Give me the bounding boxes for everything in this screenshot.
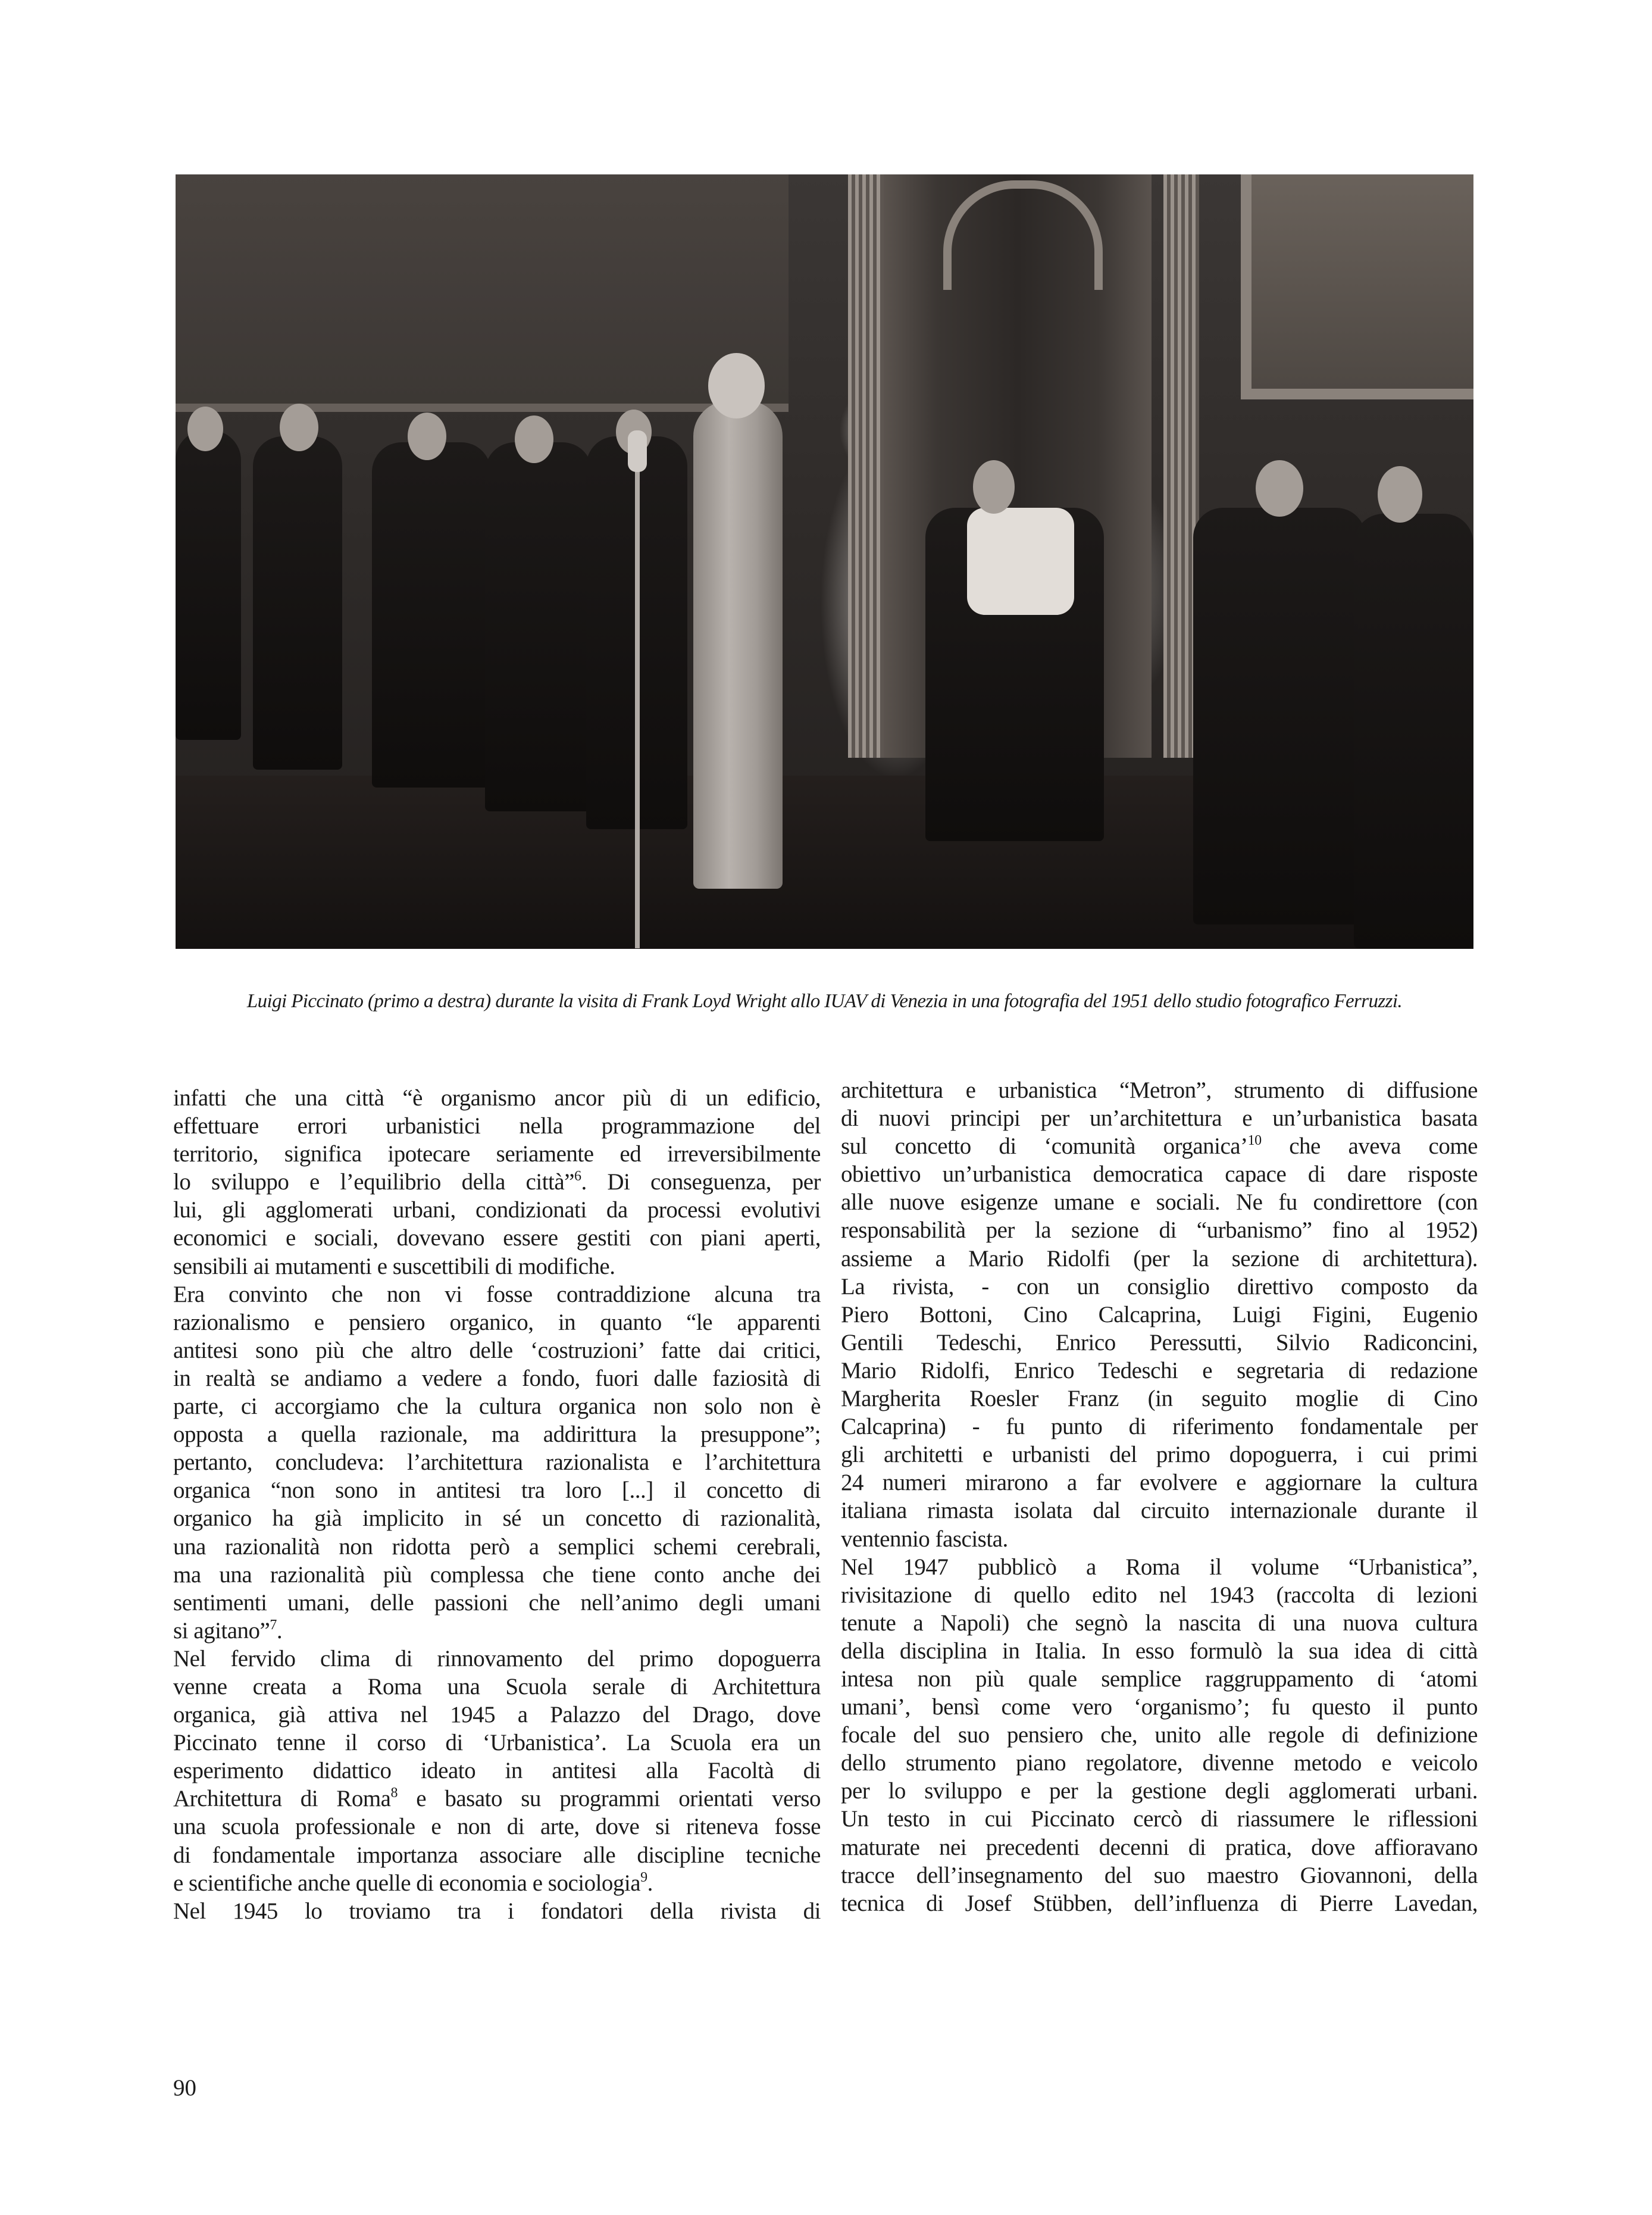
footnote-marker: 9 (640, 1869, 647, 1885)
face (1378, 466, 1422, 523)
text-line: architettura e urbanistica “Metron”, strumento di diffusione (841, 1077, 1478, 1103)
text-line: parte, ci accorgiamo che la cultura organica non solo non è (173, 1394, 821, 1420)
text-line: di fondamentale importanza associare alle discipline tecniche (173, 1842, 821, 1868)
text-line: maturate nei precedenti decenni di pratica, dove affioravano (841, 1834, 1478, 1860)
text-line: una scuola professionale e non di arte, dove si riteneva fosse (173, 1814, 821, 1840)
face (515, 415, 553, 463)
text-line: obiettivo un’urbanistica democratica capace di dare risposte (841, 1161, 1478, 1188)
text-line: organica, già attiva nel 1945 a Palazzo del Drago, dove (173, 1702, 821, 1728)
text-line: Nel 1945 lo troviamo tra i fondatori della rivista di (173, 1898, 821, 1924)
text-column-right (841, 1076, 1478, 1917)
footnote-marker: 7 (270, 1617, 277, 1633)
text-line: umani’, bensì come vero ‘organismo’; fu questo il punto (841, 1694, 1478, 1720)
page-number: 90 (173, 2075, 196, 2101)
text-line: La rivista, - con un consiglio direttivo composto da (841, 1273, 1478, 1299)
text-line: per lo sviluppo e per la gestione degli agglomerati urbani. (841, 1778, 1478, 1804)
text-line: infatti che una città “è organismo ancor più di un edificio, (173, 1085, 821, 1111)
text-line: sensibili ai mutamenti e suscettibili di modifiche. (173, 1253, 615, 1279)
text-line: Piero Bottoni, Cino Calcaprina, Luigi Figini, Eugenio (841, 1301, 1478, 1327)
microphone-stand (635, 460, 640, 948)
tapestry-right (1241, 174, 1473, 399)
text-column-left (173, 1084, 821, 1925)
text-line: Margherita Roesler Franz (in seguito moglie di Cino (841, 1386, 1478, 1412)
face (187, 407, 223, 451)
text-line: Calcaprina) - fu punto di riferimento fondamentale per (841, 1414, 1478, 1440)
text-line: lo sviluppo e l’equilibrio della città”$^6$. Di conseguenza, per (173, 1169, 821, 1195)
text-line: intesa non più quale semplice raggruppamento di ‘atomi (841, 1666, 1478, 1692)
text-line: Un testo in cui Piccinato cercò di riassumere le riflessioni (841, 1806, 1478, 1832)
text-line: Gentili Tedeschi, Enrico Peressutti, Silvio Radiconcini, (841, 1329, 1478, 1355)
text-line: ventennio fascista. (841, 1526, 1008, 1552)
face (280, 404, 318, 451)
figure-caption: Luigi Piccinato (primo a destra) durante la visita di Frank Loyd Wright allo IUAV di Venezia in una fotografia del 1951 dello studio fotografico Ferruzzi. (246, 991, 1403, 1012)
text-line: ma una razionalità più complessa che tiene conto anche dei (173, 1561, 821, 1588)
text-line: venne creata a Roma una Scuola serale di Architettura (173, 1673, 821, 1699)
text-line: 24 numeri mirarono a far evolvere e aggiornare la cultura (841, 1470, 1478, 1496)
text-line: opposta a quella razionale, ma addirittura la presuppone”; (173, 1422, 821, 1448)
tapestry-left (176, 174, 789, 412)
footnote-marker: 6 (574, 1169, 581, 1185)
text-line: Piccinato tenne il corso di ‘Urbanistica’. La Scuola era un (173, 1730, 821, 1756)
microphone-icon (628, 430, 647, 472)
text-line: antitesi sono più che altro delle ‘costruzioni’ fatte dai critici, (173, 1337, 821, 1363)
text-line: focale del suo pensiero che, unito alle regole di definizione (841, 1722, 1478, 1748)
text-line: della disciplina in Italia. In esso formulò la sua idea di città (841, 1638, 1478, 1664)
footnote-marker: 10 (1247, 1133, 1262, 1149)
text-line: economici e sociali, dovevano essere gestiti con piani aperti, (173, 1225, 821, 1251)
text-line: responsabilità per la sezione di “urbanismo” fino al 1952) (841, 1217, 1478, 1244)
text-line: in realtà se andiamo a vedere a fondo, fuori dalle faziosità di (173, 1365, 821, 1391)
text-line: Nel 1947 pubblicò a Roma il volume “Urbanistica”, (841, 1554, 1478, 1580)
speaker-head (708, 353, 765, 418)
text-line: Mario Ridolfi, Enrico Tedeschi e segretaria di redazione (841, 1357, 1478, 1383)
seated-figure (1193, 508, 1366, 924)
historical-photograph (176, 174, 1473, 949)
ermine-collar (967, 508, 1074, 615)
face (1256, 460, 1303, 517)
text-line: Nel fervido clima di rinnovamento del primo dopoguerra (173, 1645, 821, 1672)
text-line: pertanto, concludeva: l’architettura razionalista e l’architettura (173, 1449, 821, 1476)
text-line: si agitano”$^7$. (173, 1617, 283, 1644)
text-line: esperimento didattico ideato in antitesi alla Facoltà di (173, 1758, 821, 1784)
text-line: territorio, significa ipotecare seriamente ed irreversibilmente (173, 1141, 821, 1167)
text-line: italiana rimasta isolata dal circuito internazionale durante il (841, 1498, 1478, 1524)
text-line: di nuovi principi per un’architettura e un’urbanistica basata (841, 1105, 1478, 1132)
footnote-marker: 8 (390, 1785, 398, 1801)
pillar-left (848, 174, 884, 758)
face (973, 460, 1015, 514)
seated-figure (372, 442, 491, 788)
text-line: razionalismo e pensiero organico, in quanto “le apparenti (173, 1309, 821, 1335)
text-line: gli architetti e urbanisti del primo dopoguerra, i cui primi (841, 1442, 1478, 1468)
seated-figure (176, 430, 241, 740)
text-line: tracce dell’insegnamento del suo maestro Giovannoni, della (841, 1862, 1478, 1888)
text-line: effettuare errori urbanistici nella programmazione del (173, 1113, 821, 1139)
text-line: e scientifiche anche quelle di economia e sociologia$^9$. (173, 1869, 653, 1896)
text-line: una razionalità non ridotta però a semplici schemi cerebrali, (173, 1533, 821, 1560)
text-line: sentimenti umani, delle passioni che nell’animo degli umani (173, 1589, 821, 1616)
text-line: assieme a Mario Ridolfi (per la sezione di architettura). (841, 1245, 1478, 1271)
text-line: alle nuove esigenze umane e sociali. Ne fu condirettore (con (841, 1189, 1478, 1216)
seated-figure (253, 436, 342, 770)
text-line: organico ha già implicito in sé un concetto di razionalità, (173, 1505, 821, 1532)
seated-figure-piccinato (1354, 514, 1473, 948)
text-line: tecnica di Josef Stübben, dell’influenza di Pierre Lavedan, (841, 1890, 1478, 1916)
text-line: Architettura di Roma$^8$ e basato su programmi orientati verso (173, 1785, 821, 1812)
standing-speaker (693, 401, 783, 889)
text-line: sul concetto di ‘comunità organica’$^{10}$ che aveva come (841, 1133, 1478, 1160)
text-line: rivisitazione di quello edito nel 1943 (raccolta di lezioni (841, 1582, 1478, 1608)
text-line: tenute a Napoli) che segnò la nascita di una nuova cultura (841, 1610, 1478, 1636)
text-line: lui, gli agglomerati urbani, condizionati da processi evolutivi (173, 1197, 821, 1223)
text-line: Era convinto che non vi fosse contraddizione alcuna tra (173, 1281, 821, 1307)
seated-figure (485, 442, 592, 811)
text-line: organica “non sono in antitesi tra loro [...] il concetto di (173, 1477, 821, 1504)
text-line: dello strumento piano regolatore, divenne metodo e veicolo (841, 1750, 1478, 1776)
face (408, 413, 446, 460)
